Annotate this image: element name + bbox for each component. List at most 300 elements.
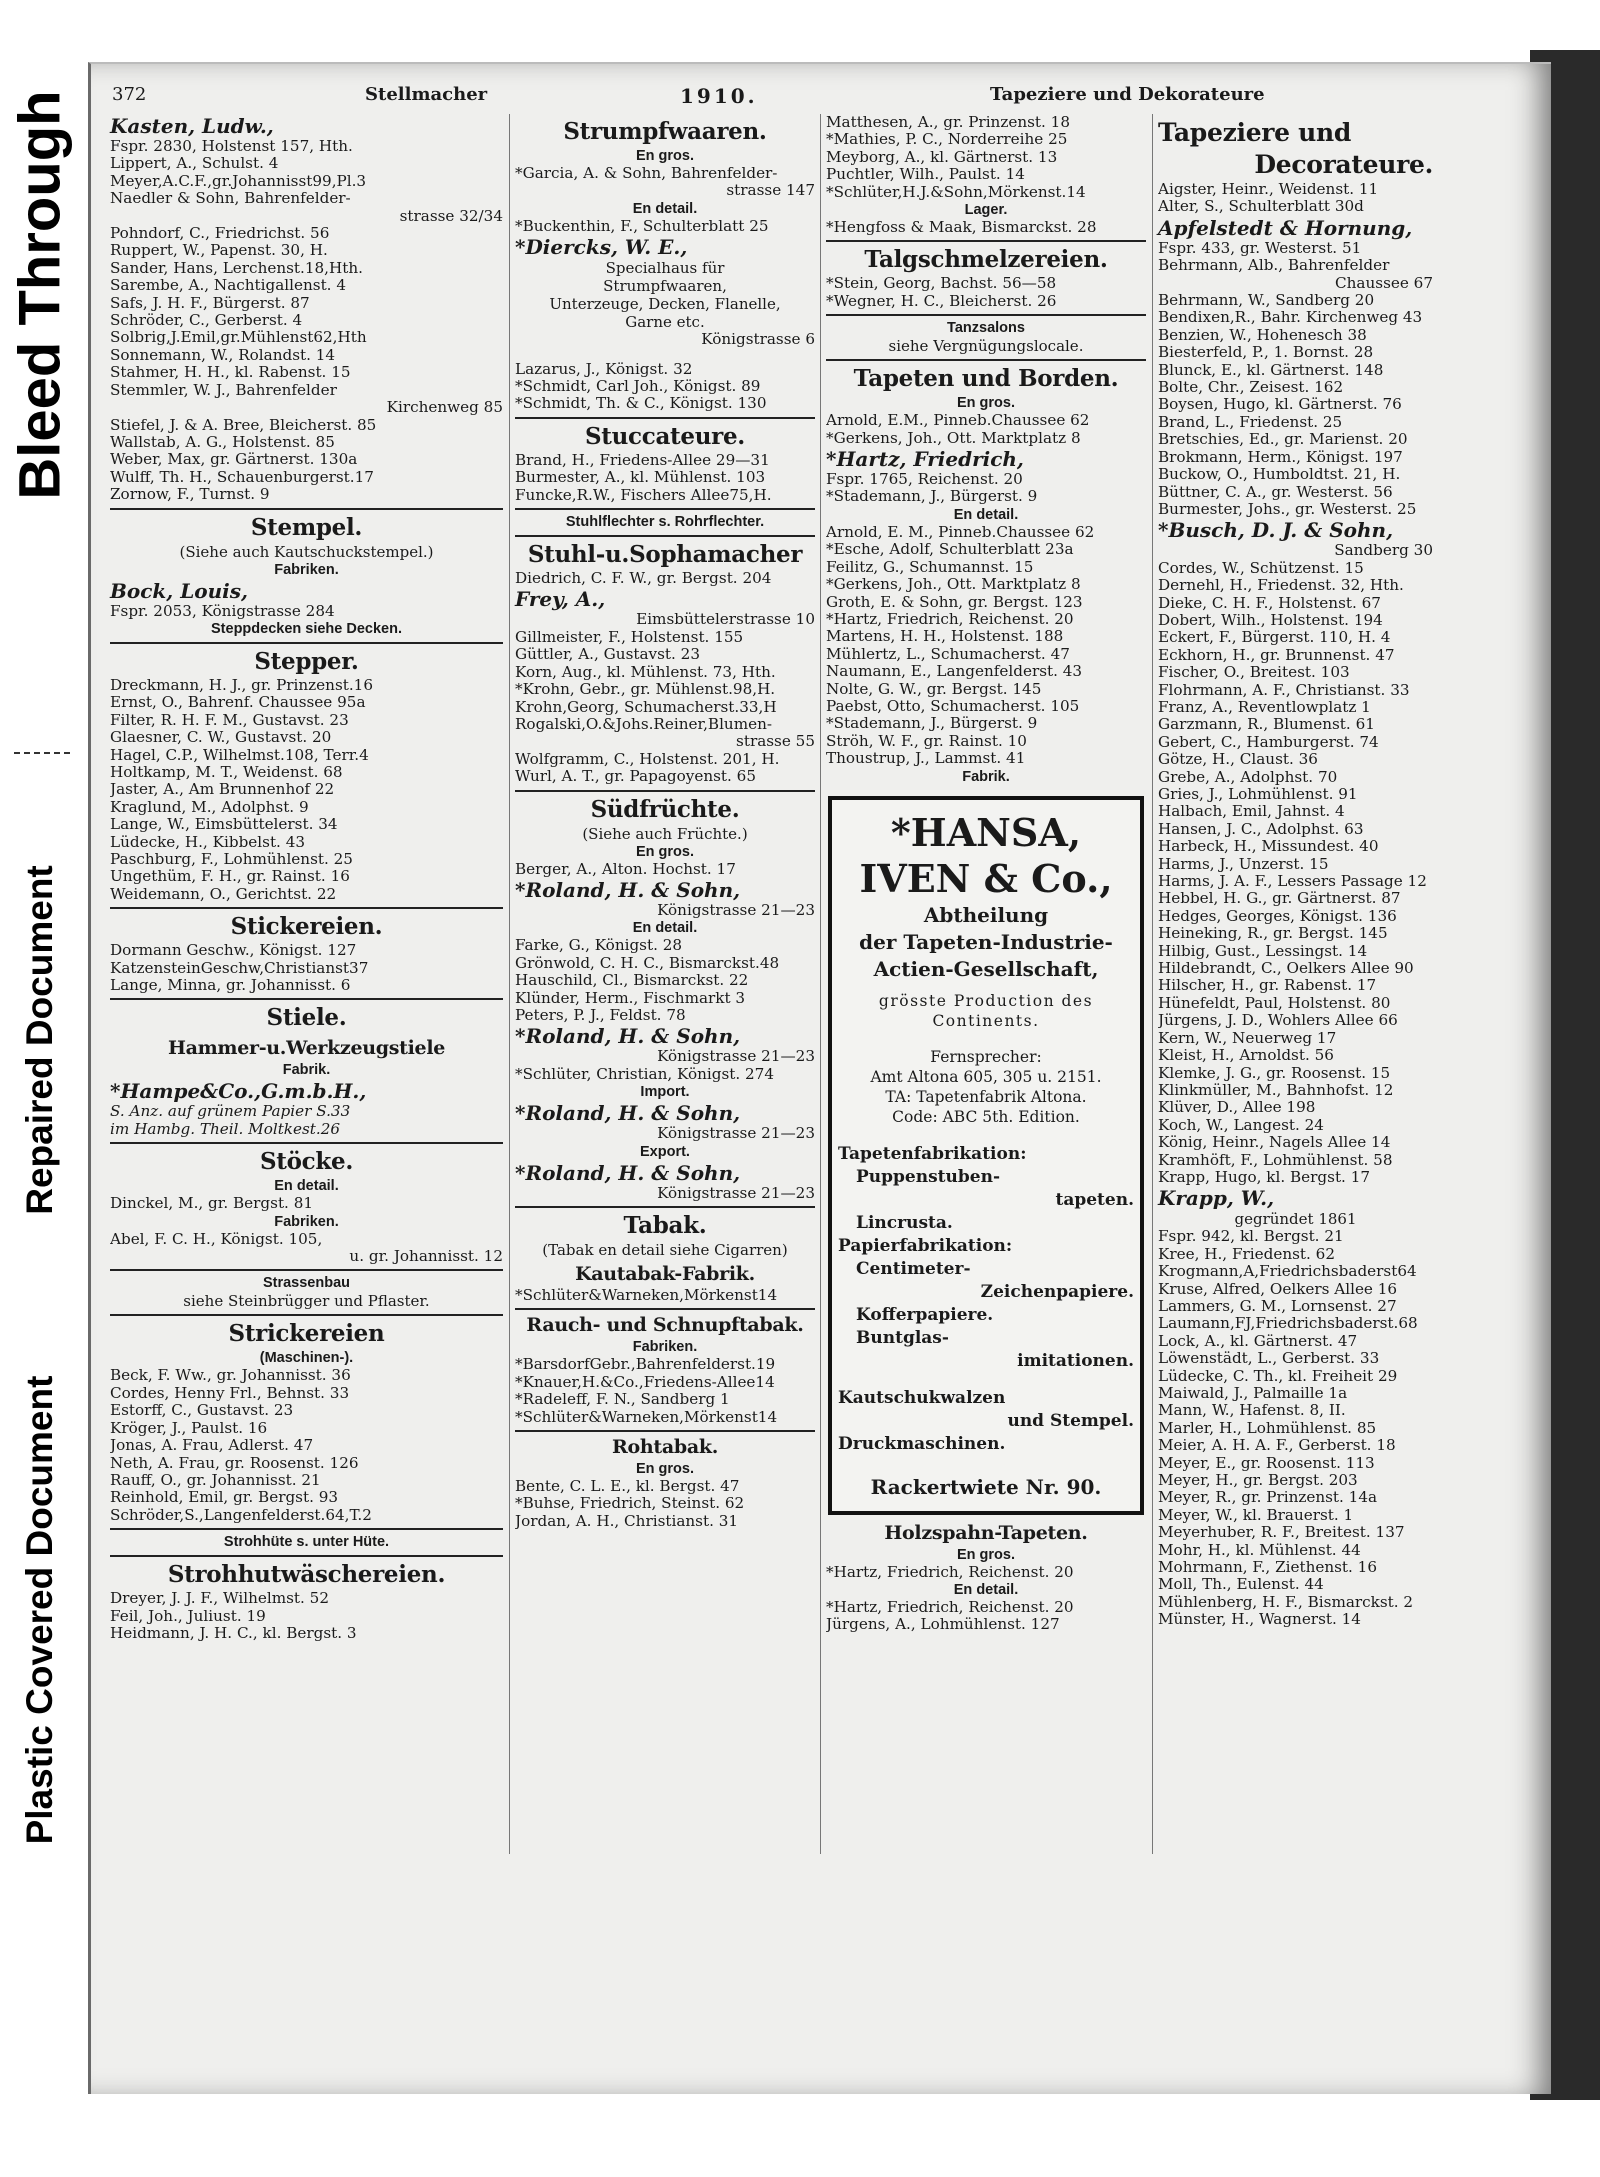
category-label: Fabrik. — [282, 1062, 331, 1079]
directory-entry: Wurl, A. T., gr. Papagoyenst. 65 — [515, 768, 756, 786]
sub-section-heading: Hammer-u.Werkzeugstiele — [167, 1037, 446, 1060]
directory-entry: Löwenstädt, L., Gerberst. 33 — [1158, 1350, 1380, 1368]
directory-entry: Groth, E. & Sohn, gr. Bergst. 123 — [826, 593, 1083, 611]
category-label: En detail. — [953, 1581, 1019, 1598]
directory-entry: Dieke, C. H. F., Holstenst. 67 — [1158, 594, 1381, 612]
directory-entry: *Stademann, J., Bürgerst. 9 — [826, 715, 1038, 733]
directory-entry: Grönwold, C. H. C., Bismarckst.48 — [515, 954, 780, 972]
directory-entry: Fspr. 2830, Holstenst 157, Hth. — [110, 138, 353, 155]
directory-entry: Kramhöft, F., Lohmühlenst. 58 — [1158, 1151, 1393, 1169]
directory-entry: Dernehl, H., Friedenst. 32, Hth. — [1158, 577, 1404, 595]
directory-entry: Schröder,S.,Langenfelderst.64,T.2 — [110, 1506, 372, 1524]
directory-entry: Krapp, Hugo, kl. Bergst. 17 — [1158, 1168, 1371, 1186]
directory-entry: Lippert, A., Schulst. 4 — [110, 155, 279, 173]
section-rule — [110, 907, 503, 909]
directory-entry: Meyerhuber, R. F., Breitest. 137 — [1158, 1524, 1405, 1542]
directory-entry: Marler, H., Lohmühlenst. 85 — [1158, 1419, 1377, 1437]
directory-entry: Fspr. 2053, Königstrasse 284 — [110, 602, 335, 620]
category-label: Fabrik. — [962, 768, 1010, 785]
directory-entry: *Krohn, Gebr., gr. Mühlenst.98,H. — [515, 681, 776, 699]
ad-product-2: Puppenstuben- — [856, 1166, 1000, 1187]
ad-name-2: IVEN & Co., — [859, 855, 1113, 901]
directory-entry: Rauff, O., gr. Johannisst. 21 — [110, 1471, 321, 1489]
section-heading: Südfrüchte. — [590, 795, 740, 823]
firm-name: *Hartz, Friedrich, — [826, 447, 1024, 472]
directory-entry: Meyer, W., kl. Brauerst. 1 — [1158, 1506, 1354, 1524]
column-divider — [509, 114, 510, 1854]
ad-product-6: Centimeter- — [856, 1258, 971, 1279]
directory-entry: Cordes, W., Schützenst. 15 — [1158, 559, 1364, 577]
directory-entry: Mühlertz, L., Schumacherst. 47 — [826, 645, 1070, 663]
directory-entry: Thoustrup, J., Lammst. 41 — [826, 750, 1026, 768]
section-heading: Stiele. — [266, 1004, 347, 1032]
category-label: Stuhlflechter s. Rohrflechter. — [565, 514, 765, 531]
directory-entry: Arnold, E.M., Pinneb.Chaussee 62 — [826, 412, 1090, 430]
directory-entry: Hagel, C.P., Wilhelmst.108, Terr.4 — [110, 746, 369, 764]
directory-entry: Farke, G., Königst. 28 — [515, 937, 683, 955]
section-heading: Stöcke. — [259, 1148, 354, 1176]
section-heading: Stempel. — [250, 513, 363, 541]
firm-name: Apfelstedt & Hornung, — [1158, 215, 1413, 240]
directory-entry: Wallstab, A. G., Holstenst. 85 — [110, 433, 335, 451]
directory-entry: Gillmeister, F., Holstenst. 155 — [515, 628, 744, 646]
directory-entry: Harms, J., Unzerst. 15 — [1158, 855, 1329, 873]
category-label: Lager. — [964, 202, 1008, 219]
directory-entry: Nolte, G. W., gr. Bergst. 145 — [826, 680, 1042, 698]
directory-entry: Hebbel, H. G., gr. Gärtnerst. 87 — [1158, 890, 1401, 908]
section-heading: Strumpfwaaren. — [563, 118, 767, 145]
right-heading: Tapeziere und Dekorateure — [990, 84, 1265, 105]
firm-name: *Diercks, W. E., — [515, 235, 688, 260]
directory-entry: Jonas, A. Frau, Adlerst. 47 — [110, 1437, 314, 1455]
directory-entry: *BarsdorfGebr.,Bahrenfelderst.19 — [515, 1356, 776, 1374]
directory-entry: Diedrich, C. F. W., gr. Bergst. 204 — [515, 570, 772, 588]
directory-entry: Blunck, E., kl. Gärtnerst. 148 — [1158, 361, 1384, 379]
directory-entry: Weidemann, O., Gerichtst. 22 — [110, 885, 337, 903]
directory-entry: Feilitz, G., Schumannst. 15 — [826, 558, 1034, 576]
directory-entry: Lock, A., kl. Gärtnerst. 47 — [1158, 1332, 1358, 1350]
directory-entry: Fspr. 433, gr. Westerst. 51 — [1158, 239, 1362, 257]
directory-entry: Flohrmann, A. F., Christianst. 33 — [1158, 681, 1410, 699]
directory-entry: Dormann Geschw., Königst. 127 — [110, 942, 357, 960]
directory-entry: Lange, W., Eimsbüttelerst. 34 — [110, 816, 338, 834]
directory-entry: Arnold, E. M., Pinneb.Chaussee 62 — [826, 523, 1095, 541]
directory-entry: Sarembe, A., Nachtigallenst. 4 — [110, 277, 346, 295]
directory-entry: Hilscher, H., gr. Rabenst. 17 — [1158, 977, 1377, 995]
category-label: Fabriken. — [632, 1339, 698, 1356]
directory-entry: Sonnemann, W., Rolandst. 14 — [110, 346, 336, 364]
directory-entry: *Esche, Adolf, Schulterblatt 23a — [826, 541, 1074, 559]
directory-entry: Kraglund, M., Adolphst. 9 — [110, 798, 309, 816]
category-label: (Maschinen-). — [259, 1350, 354, 1367]
directory-entry: *Schlüter&Warneken,Mörkenst14 — [515, 1287, 778, 1304]
directory-entry: Ernst, O., Bahrenf. Chaussee 95a — [110, 694, 366, 712]
directory-entry: Götze, H., Claust. 36 — [1158, 751, 1318, 769]
directory-entry: Behrmann, Alb., Bahrenfelder — [1158, 257, 1390, 275]
directory-entry: Harbeck, H., Missundest. 40 — [1158, 838, 1379, 856]
spacer — [515, 349, 815, 361]
directory-entry: Hedges, Georges, Königst. 136 — [1158, 907, 1397, 925]
directory-entry: Naumann, E., Langenfelderst. 43 — [826, 663, 1083, 681]
running-header — [110, 84, 1435, 114]
directory-entry: Paschburg, F., Lohmühlenst. 25 — [110, 851, 353, 868]
directory-entry: Ströh, W. F., gr. Rainst. 10 — [826, 732, 1027, 750]
ad-line-2: der Tapeten-Industrie- — [859, 929, 1113, 954]
directory-entry: Holtkamp, M. T., Weidenst. 68 — [110, 763, 343, 781]
directory-entry: Brand, L., Friedenst. 25 — [1158, 413, 1343, 431]
directory-entry: Kröger, J., Paulst. 16 — [110, 1419, 268, 1437]
directory-entry: Abel, F. C. H., Königst. 105, — [110, 1230, 323, 1248]
directory-entry: Fspr. 1765, Reichenst. 20 — [826, 471, 1023, 489]
ad-product-8: Kofferpapiere. — [856, 1304, 994, 1325]
directory-entry: Sander, Hans, Lerchenst.18,Hth. — [110, 259, 363, 277]
directory-entry: Hünefeldt, Paul, Holstenst. 80 — [1158, 994, 1391, 1012]
directory-entry: Krogmann,A,Friedrichsbaderst64 — [1158, 1263, 1417, 1281]
page-number: 372 — [112, 84, 147, 105]
sub-section-heading: Rohtabak. — [611, 1436, 719, 1459]
annotation-sidebar — [0, 0, 80, 2177]
entry-continuation: strasse 55 — [736, 733, 815, 751]
note-text: (Tabak en detail siehe Cigarren) — [542, 1241, 788, 1259]
directory-entry: Burmester, Johs., gr. Westerst. 25 — [1158, 500, 1417, 518]
directory-entry: Grebe, A., Adolphst. 70 — [1158, 768, 1338, 786]
directory-entry: Rogalski,O.&Johs.Reiner,Blumen- — [515, 715, 773, 733]
category-label: En gros. — [956, 1546, 1015, 1563]
directory-entry: *Gerkens, Joh., Ott. Marktplatz 8 — [826, 429, 1081, 447]
directory-entry: Münster, H., Wagnerst. 14 — [1158, 1611, 1361, 1629]
section-heading: Stickereien. — [230, 913, 383, 941]
directory-entry: Gebert, C., Hamburgerst. 74 — [1158, 733, 1379, 751]
directory-entry: Moll, Th., Eulenst. 44 — [1158, 1576, 1324, 1594]
note-text: siehe Vergnügungslocale. — [888, 337, 1084, 356]
sub-section-heading: Holzspahn-Tapeten. — [884, 1521, 1088, 1544]
directory-entry: *Hartz, Friedrich, Reichenst. 20 — [826, 610, 1074, 628]
directory-entry: Alter, S., Schulterblatt 30d — [1158, 198, 1364, 216]
directory-entry: Hansen, J. C., Adolphst. 63 — [1158, 820, 1364, 838]
category-label: En detail. — [632, 200, 698, 217]
directory-entry: Bendixen,R., Bahr. Kirchenweg 43 — [1158, 309, 1423, 327]
directory-entry: Mühlenberg, H. F., Bismarckst. 2 — [1158, 1593, 1414, 1611]
directory-entry: Heidmann, J. H. C., kl. Bergst. 3 — [110, 1624, 357, 1642]
directory-entry: Hauschild, Cl., Bismarckst. 22 — [515, 972, 749, 990]
directory-entry: *Hartz, Friedrich, Reichenst. 20 — [826, 1563, 1074, 1581]
ad-line-5: Continents. — [932, 1011, 1040, 1030]
directory-entry: Kree, H., Friedenst. 62 — [1158, 1245, 1335, 1263]
section-rule — [515, 1206, 815, 1208]
category-label: En gros. — [635, 148, 694, 164]
entry-continuation: strasse 32/34 — [399, 207, 503, 225]
ad-product-3: tapeten. — [1055, 1189, 1134, 1210]
ad-code: Code: ABC 5th. Edition. — [892, 1107, 1080, 1126]
section-rule — [515, 508, 815, 510]
category-label: En gros. — [635, 843, 694, 860]
directory-entry: Lazarus, J., Königst. 32 — [515, 360, 693, 378]
directory-entry: *Schlüter&Warneken,Mörkenst14 — [515, 1408, 778, 1426]
directory-entry: Kruse, Alfred, Oelkers Allee 16 — [1158, 1280, 1398, 1298]
ad-product-5: Papierfabrikation: — [838, 1235, 1013, 1256]
ad-product-4: Lincrusta. — [856, 1212, 953, 1233]
directory-entry: Harms, J. A. F., Lessers Passage 12 — [1158, 873, 1427, 891]
directory-entry: Zornow, F., Turnst. 9 — [110, 486, 270, 504]
directory-entry: Feil, Joh., Juliust. 19 — [110, 1607, 266, 1625]
category-label: Strassenbau — [262, 1275, 351, 1292]
category-label: En detail. — [953, 506, 1019, 523]
directory-entry: *Schlüter,H.J.&Sohn,Mörkenst.14 — [826, 183, 1086, 201]
category-label: Export. — [640, 1143, 690, 1160]
directory-entry: Solbrig,J.Emil,gr.Mühlenst62,Hth — [110, 329, 367, 347]
directory-entry: Puchtler, Wilh., Paulst. 14 — [826, 166, 1025, 184]
entry-note: S. Anz. auf grünem Papier S.33 — [110, 1103, 351, 1121]
section-rule — [110, 1269, 503, 1271]
entry-continuation: Kirchenweg 85 — [386, 399, 503, 417]
directory-entry: Peters, P. J., Feldst. 78 — [515, 1006, 686, 1024]
directory-entry: Jürgens, J. D., Wohlers Allee 66 — [1158, 1012, 1398, 1030]
ad-phone: Amt Altona 605, 305 u. 2151. — [870, 1067, 1102, 1086]
entry-continuation: strasse 147 — [726, 182, 815, 200]
entry-continuation: Königstrasse 21—23 — [657, 1184, 815, 1202]
column-divider — [820, 114, 821, 1854]
directory-entry: Behrmann, W., Sandberg 20 — [1158, 292, 1375, 310]
directory-entry: Benzien, W., Hohenesch 38 — [1158, 326, 1367, 344]
ad-line-3: Actien-Gesellschaft, — [873, 956, 1099, 981]
column-1 — [110, 114, 503, 1642]
section-heading: Talgschmelzereien. — [864, 246, 1108, 274]
directory-entry: Lüdecke, H., Kibbelst. 43 — [110, 833, 306, 851]
section-rule — [515, 1308, 815, 1310]
column-3 — [826, 114, 1146, 1634]
ad-product-13: Druckmaschinen. — [838, 1433, 1006, 1454]
directory-entry: *Schmidt, Th. & C., Königst. 130 — [515, 395, 767, 413]
ad-line-1: Abtheilung — [923, 902, 1049, 927]
directory-entry: *Hartz, Friedrich, Reichenst. 20 — [826, 1598, 1074, 1616]
section-heading: Strickereien — [228, 1320, 385, 1348]
column-2 — [515, 114, 815, 1530]
directory-entry: Büttner, C. A., gr. Westerst. 56 — [1158, 483, 1393, 501]
directory-entry: Brand, H., Friedens-Allee 29—31 — [515, 451, 770, 469]
hansa-advertisement — [828, 796, 1144, 1515]
entry-continuation: Königstrasse 21—23 — [657, 901, 815, 919]
bleed-through-text: Bleed Through — [7, 90, 73, 500]
directory-entry: Jaster, A., Am Brunnenhof 22 — [110, 781, 335, 799]
directory-entry: Dinckel, M., gr. Bergst. 81 — [110, 1195, 314, 1213]
directory-entry: Fspr. 942, kl. Bergst. 21 — [1158, 1228, 1344, 1246]
directory-entry: *Garcia, A. & Sohn, Bahrenfelder- — [515, 165, 778, 182]
directory-entry: Halbach, Emil, Jahnst. 4 — [1158, 803, 1345, 821]
directory-entry: Boysen, Hugo, kl. Gärtnerst. 76 — [1158, 396, 1402, 414]
directory-entry: Kleist, H., Arnoldst. 56 — [1158, 1047, 1334, 1065]
directory-entry: KatzensteinGeschw,Christianst37 — [110, 959, 369, 977]
directory-entry: Dreyer, J. J. F., Wilhelmst. 52 — [110, 1590, 329, 1608]
directory-entry: Meyer, R., gr. Prinzenst. 14a — [1158, 1489, 1378, 1507]
directory-entry: *Stein, Georg, Bachst. 56—58 — [826, 275, 1057, 293]
directory-entry: Glaesner, C. W., Gustavst. 20 — [110, 729, 332, 747]
directory-entry: *Knauer,H.&Co.,Friedens-Allee14 — [515, 1373, 775, 1391]
directory-entry: Ruppert, W., Papenst. 30, H. — [110, 242, 328, 260]
section-rule — [826, 314, 1146, 316]
directory-entry: Klüver, D., Allee 198 — [1158, 1099, 1316, 1117]
firm-name: *Roland, H. & Sohn, — [515, 1101, 741, 1126]
firm-name: *Hampe&Co.,G.m.b.H., — [110, 1079, 367, 1104]
section-heading: Strohhutwäschereien. — [167, 1561, 446, 1589]
directory-entry: *Schmidt, Carl Joh., Königst. 89 — [515, 378, 761, 396]
directory-entry: Burmester, A., kl. Mühlenst. 103 — [515, 469, 766, 487]
section-heading: Stuccateure. — [584, 422, 745, 450]
column-4 — [1158, 114, 1433, 1629]
directory-entry: *Hengfoss & Maak, Bismarckst. 28 — [826, 219, 1097, 237]
firm-name: *Roland, H. & Sohn, — [515, 1024, 741, 1049]
section-rule — [110, 1142, 503, 1144]
directory-entry: Hildebrandt, C., Oelkers Allee 90 — [1158, 960, 1414, 978]
directory-entry: Mann, W., Hafenst. 8, II. — [1158, 1402, 1346, 1420]
category-label: En detail. — [274, 1178, 339, 1195]
section-rule — [110, 1314, 503, 1316]
section-rule — [110, 508, 503, 510]
section-rule — [515, 417, 815, 419]
section-heading: Tabak. — [623, 1212, 707, 1239]
note-text: (Siehe auch Früchte.) — [582, 824, 748, 843]
section-rule — [515, 790, 815, 792]
note-text: (Siehe auch Kautschuckstempel.) — [179, 542, 434, 561]
directory-entry: Pohndorf, C., Friedrichst. 56 — [110, 225, 330, 243]
directory-entry: Schröder, C., Gerberst. 4 — [110, 312, 303, 330]
directory-entry: Jürgens, A., Lohmühlenst. 127 — [826, 1616, 1060, 1634]
ad-telegram: TA: Tapetenfabrik Altona. — [885, 1087, 1087, 1106]
directory-entry: Neth, A. Frau, gr. Roosenst. 126 — [110, 1454, 359, 1472]
ad-product-9: Buntglas- — [856, 1327, 949, 1348]
ad-product-1: Tapetenfabrikation: — [838, 1143, 1027, 1164]
directory-entry: Wolfgramm, C., Holstenst. 201, H. — [515, 750, 780, 768]
directory-entry: Klemke, J. G., gr. Roosenst. 15 — [1158, 1064, 1391, 1082]
directory-entry: Meyer, E., gr. Roosenst. 113 — [1158, 1454, 1375, 1472]
directory-entry: Lüdecke, C. Th., kl. Freiheit 29 — [1158, 1367, 1398, 1385]
entry-note: im Hambg. Theil. Moltkest.26 — [110, 1120, 341, 1138]
entry-continuation: Königstrasse 21—23 — [657, 1125, 815, 1143]
directory-entry: *Radeleff, F. N., Sandberg 1 — [515, 1391, 730, 1409]
directory-entry: Stiefel, J. & A. Bree, Bleicherst. 85 — [110, 416, 377, 434]
directory-entry: Berger, A., Alton. Hochst. 17 — [515, 860, 736, 878]
directory-entry: *Buhse, Friedrich, Steinst. 62 — [515, 1495, 745, 1513]
ad-name-1: *HANSA, — [890, 809, 1082, 855]
directory-entry: Klünder, Herm., Fischmarkt 3 — [515, 989, 746, 1007]
directory-entry: Weber, Max, gr. Gärtnerst. 130a — [110, 451, 358, 469]
directory-entry: Laumann,FJ,Friedrichsbaderst.68 — [1158, 1315, 1418, 1333]
note-text: siehe Steinbrügger und Pflaster. — [183, 1292, 430, 1311]
firm-name: Kasten, Ludw., — [110, 114, 274, 138]
category-label: Fabriken. — [274, 1213, 339, 1230]
ad-phone-label: Fernsprecher: — [930, 1047, 1042, 1066]
directory-entry: Franz, A., Reventlowplatz 1 — [1158, 698, 1371, 716]
left-heading: Stellmacher — [365, 84, 488, 105]
category-label: Fabriken. — [274, 561, 339, 578]
directory-entry: *Gerkens, Joh., Ott. Marktplatz 8 — [826, 576, 1081, 594]
ad-product-10: imitationen. — [1017, 1350, 1134, 1371]
directory-entry: Meyer,A.C.F.,gr.Johannisst99,Pl.3 — [110, 172, 367, 190]
directory-entry: *Mathies, P. C., Norderreihe 25 — [826, 131, 1068, 149]
directory-entry: Jordan, A. H., Christianst. 31 — [515, 1512, 739, 1530]
separator-dash — [14, 752, 70, 754]
directory-entry: Ungethüm, F. H., gr. Rainst. 16 — [110, 868, 350, 886]
entry-continuation: Königstrasse 6 — [701, 331, 815, 349]
directory-entry: Reinhold, Emil, gr. Bergst. 93 — [110, 1489, 339, 1507]
directory-entry: Eckert, F., Bürgerst. 110, H. 4 — [1158, 629, 1391, 647]
directory-entry: Bolte, Chr., Zeisest. 162 — [1158, 379, 1344, 397]
directory-entry: Meier, A. H. A. F., Gerberst. 18 — [1158, 1437, 1396, 1455]
directory-entry: Funcke,R.W., Fischers Allee75,H. — [515, 486, 772, 504]
directory-entry: Estorff, C., Gustavst. 23 — [110, 1402, 294, 1420]
note-text: Garne etc. — [625, 313, 705, 332]
section-heading: Tapeten und Borden. — [853, 365, 1119, 393]
section-heading: Stuhl-u.Sophamacher — [527, 541, 803, 569]
directory-entry: Meyer, H., gr. Bergst. 203 — [1158, 1472, 1358, 1490]
firm-name: *Roland, H. & Sohn, — [515, 877, 741, 902]
column-3-bottom — [826, 1521, 1146, 1634]
firm-name: Bock, Louis, — [110, 578, 248, 603]
directory-entry: Lange, Minna, gr. Johannisst. 6 — [110, 977, 351, 995]
directory-entry: Bretschies, Ed., gr. Marienst. 20 — [1158, 431, 1408, 449]
directory-entry: Maiwald, J., Palmaille 1a — [1158, 1385, 1348, 1402]
directory-entry: Koch, W., Langest. 24 — [1158, 1116, 1324, 1134]
category-label: En gros. — [635, 1461, 694, 1478]
directory-entry: Kern, W., Neuerweg 17 — [1158, 1029, 1337, 1047]
category-label: Import. — [640, 1084, 690, 1101]
section-heading: Tapeziere und — [1158, 118, 1352, 147]
category-label: Tanzsalons — [947, 320, 1025, 337]
directory-entry: Brokmann, Herm., Königst. 197 — [1158, 448, 1403, 466]
category-label: Strohhüte s. unter Hüte. — [223, 1534, 390, 1551]
section-heading: Decorateure. — [1254, 150, 1433, 179]
entry-continuation: u. gr. Johannisst. 12 — [349, 1248, 503, 1266]
directory-entry: Eckhorn, H., gr. Brunnenst. 47 — [1158, 646, 1395, 664]
directory-entry: Garzmann, R., Blumenst. 61 — [1158, 716, 1375, 734]
directory-entry: Safs, J. H. F., Bürgerst. 87 — [110, 294, 310, 312]
note-text: gegründet 1861 — [1234, 1210, 1357, 1229]
directory-entry: Stemmler, W. J., Bahrenfelder — [110, 381, 337, 399]
ad-address: Rackertwiete Nr. 90. — [870, 1474, 1102, 1499]
directory-entry: Mohr, H., kl. Mühlenst. 44 — [1158, 1541, 1361, 1559]
firm-name: Krapp, W., — [1158, 1186, 1275, 1211]
sub-section-heading: Rauch- und Schnupftabak. — [526, 1314, 804, 1337]
directory-entry: Güttler, A., Gustavst. 23 — [515, 646, 700, 664]
directory-entry: Matthesen, A., gr. Prinzenst. 18 — [826, 114, 1070, 131]
section-rule — [110, 1555, 503, 1557]
directory-entry: Hilbig, Gust., Lessingst. 14 — [1158, 942, 1368, 960]
directory-entry: Naedler & Sohn, Bahrenfelder- — [110, 190, 351, 208]
directory-entry: *Schlüter, Christian, Königst. 274 — [515, 1065, 775, 1083]
directory-entry: Paebst, Otto, Schumacherst. 105 — [826, 697, 1080, 715]
section-rule — [110, 1528, 503, 1530]
ad-product-11: Kautschukwalzen — [838, 1387, 1006, 1408]
directory-entry: Buckow, O., Humboldtst. 21, H. — [1158, 466, 1401, 484]
section-rule — [826, 359, 1146, 361]
directory-entry: Meyborg, A., kl. Gärtnerst. 13 — [826, 148, 1058, 166]
entry-continuation: Königstrasse 21—23 — [657, 1048, 815, 1066]
ad-product-12: und Stempel. — [1007, 1410, 1134, 1431]
ad-line-4: grösste Production des — [878, 991, 1094, 1010]
directory-entry: Krohn,Georg, Schumacherst.33,H — [515, 698, 777, 716]
section-rule — [515, 1430, 815, 1432]
directory-entry: Klinkmüller, M., Bahnhofst. 12 — [1158, 1081, 1394, 1099]
sub-section-heading: Kautabak-Fabrik. — [575, 1263, 755, 1285]
directory-entry: Heineking, R., gr. Bergst. 145 — [1158, 925, 1388, 943]
directory-entry: *Wegner, H. C., Bleicherst. 26 — [826, 292, 1057, 310]
ad-product-7: Zeichenpapiere. — [980, 1281, 1134, 1302]
directory-entry: Bente, C. L. E., kl. Bergst. 47 — [515, 1478, 740, 1496]
directory-entry: Martens, H. H., Holstenst. 188 — [826, 628, 1064, 646]
section-rule — [515, 535, 815, 537]
plastic-covered-text: Plastic Covered Document — [19, 1375, 60, 1845]
firm-name: *Busch, D. J. & Sohn, — [1158, 518, 1394, 543]
section-rule — [826, 240, 1146, 242]
